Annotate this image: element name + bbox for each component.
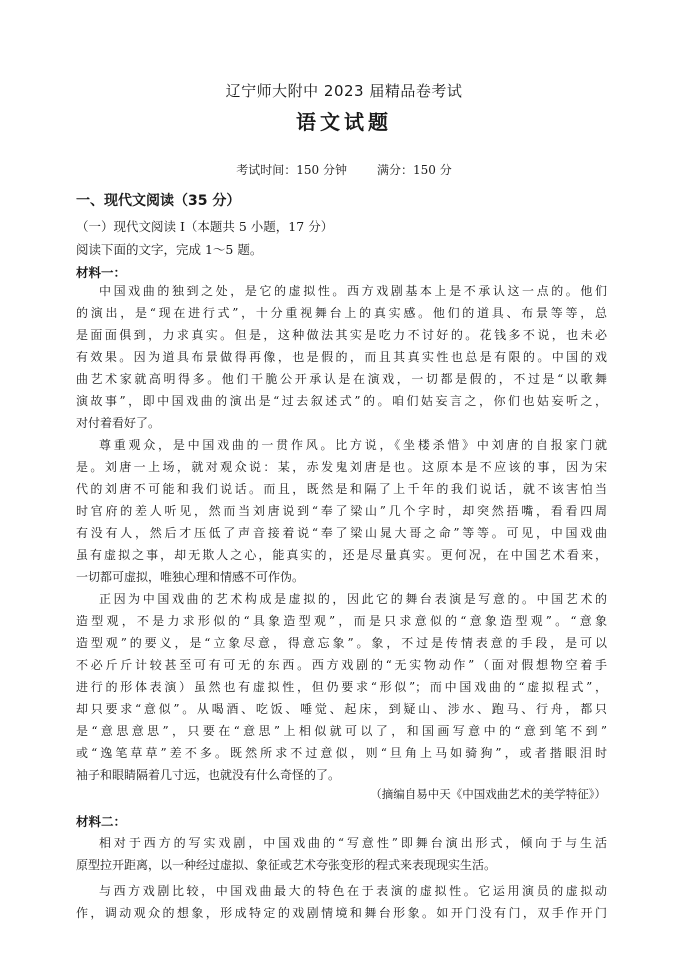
subject-title: 语文试题 — [296, 110, 392, 134]
exam-time: 考试时间：150 分钟 — [236, 163, 347, 177]
material2-line: 相对于西方的写实戏剧，中国戏曲的“写意性”即舞台演出形式，倾向于与生活 — [99, 836, 607, 850]
material1-line: 尊重观众，是中国戏曲的一贯作风。比方说，《坐楼杀惜》中刘唐的自报家门就 — [99, 438, 607, 452]
material1-line: 演故事”，即中国戏曲的演出是“过去叙述式”的。咱们姑妄言之，你们也姑妄听之， — [76, 394, 607, 408]
material1-line: 是面面俱到，力求真实。但是，这种做法其实是吃力不讨好的。花钱多不说，也未必 — [76, 328, 607, 342]
material1-line: 正因为中国戏曲的艺术构成是虚拟的，因此它的舞台表演是写意的。中国艺术的 — [99, 592, 607, 606]
material1-line: 的演出，是“现在进行式”，十分重视舞台上的真实感。他们的道具、布景等等，总 — [76, 306, 607, 320]
material1-line: 有效果。因为道具布景做得再像，也是假的，而且其真实性也总是有限的。中国的戏 — [76, 350, 607, 364]
exam-info — [0, 161, 688, 178]
material1-line: 进行的形体表演）虽然也有虚拟性，但仍要求“形似”；而中国戏曲的“虚拟程式”， — [76, 680, 607, 694]
material1-line: 是“意思意思”，只要在“意思”上相似就可以了，和国画写意中的“意到笔不到” — [76, 724, 607, 738]
material1-line: 时官府的差人听见，然而当刘唐说到“奉了梁山”几个字时，却突然捂嘴，看看四周 — [76, 504, 607, 518]
material1-source: （摘编自易中天《中国戏曲艺术的美学特征》） — [370, 787, 606, 801]
material2-label: 材料二： — [76, 814, 127, 829]
material1-line: 不必斤斤计较甚至可有可无的东西。西方戏剧的“无实物动作”（面对假想物空着手 — [76, 658, 607, 672]
section-heading: 一、现代文阅读（35 分） — [76, 193, 241, 209]
reading-instruction: 阅读下面的文字，完成 1～5 题。 — [76, 242, 263, 257]
material1-line: 曲艺术家就高明得多。他们干脆公开承认是在演戏，一切都是假的，不过是“以歌舞 — [76, 372, 607, 386]
section-subheading: （一）现代文阅读 I（本题共 5 小题，17 分） — [76, 219, 334, 234]
material2-line: 作，调动观众的想象，形成特定的戏剧情境和舞台形象。如开门没有门，双手作开门 — [76, 906, 607, 920]
material1-line: 袖子和眼睛隔着几寸远，也就没有什么奇怪的了。 — [76, 768, 341, 782]
material1-line: 中国戏曲的独到之处，是它的虚拟性。西方戏剧基本上是不承认这一点的。他们 — [99, 284, 607, 298]
material2-line: 与西方戏剧比较，中国戏曲最大的特色在于表演的虚拟性。它运用演员的虚拟动 — [99, 884, 607, 898]
material1-line: 或“逸笔草草”差不多。既然所求不过意似，则“旦角上马如骑狗”，或者揩眼泪时 — [76, 746, 607, 760]
material1-line: 虽有虚拟之事，却无欺人之心，能真实的，还是尽量真实。更何况，在中国艺术看来， — [76, 548, 607, 562]
material2-line: 原型拉开距离，以一种经过虚拟、象征或艺术夸张变形的程式来表现现实生活。 — [76, 858, 497, 872]
school-title: 辽宁师大附中 2023 届精品卷考试 — [225, 82, 463, 100]
material1-line: 却只要求“意似”。从喝酒、吃饭、唾觉、起床，到疑山、涉水、跑马、行舟，都只 — [76, 702, 607, 716]
material1-line: 一切都可虚拟，唯独心理和情感不可作伪。 — [76, 570, 305, 584]
material1-line: 对付着看好了。 — [76, 416, 161, 430]
material1-line: 造型观，不是力求形似的“具象造型观”，而是只求意似的“意象造型观”。“意象 — [76, 614, 607, 628]
material1-label: 材料一： — [76, 265, 127, 280]
material1-line: 造型观”的要义，是“立象尽意，得意忘象”。象，不过是传情表意的手段，是可以 — [76, 636, 607, 650]
material1-line: 是。刘唐一上场，就对观众说：某，赤发鬼刘唐是也。这原本是不应该的事，因为宋 — [76, 460, 607, 474]
material1-line: 代的刘唐不可能和我们说话。而且，既然是和隔了上千年的我们说话，就不该害怕当 — [76, 482, 607, 496]
material1-line: 有没有人，然后才压低了声音接着说“奉了梁山晁大哥之命”等等。可见，中国戏曲 — [76, 526, 607, 540]
full-score: 满分：150 分 — [377, 163, 452, 177]
